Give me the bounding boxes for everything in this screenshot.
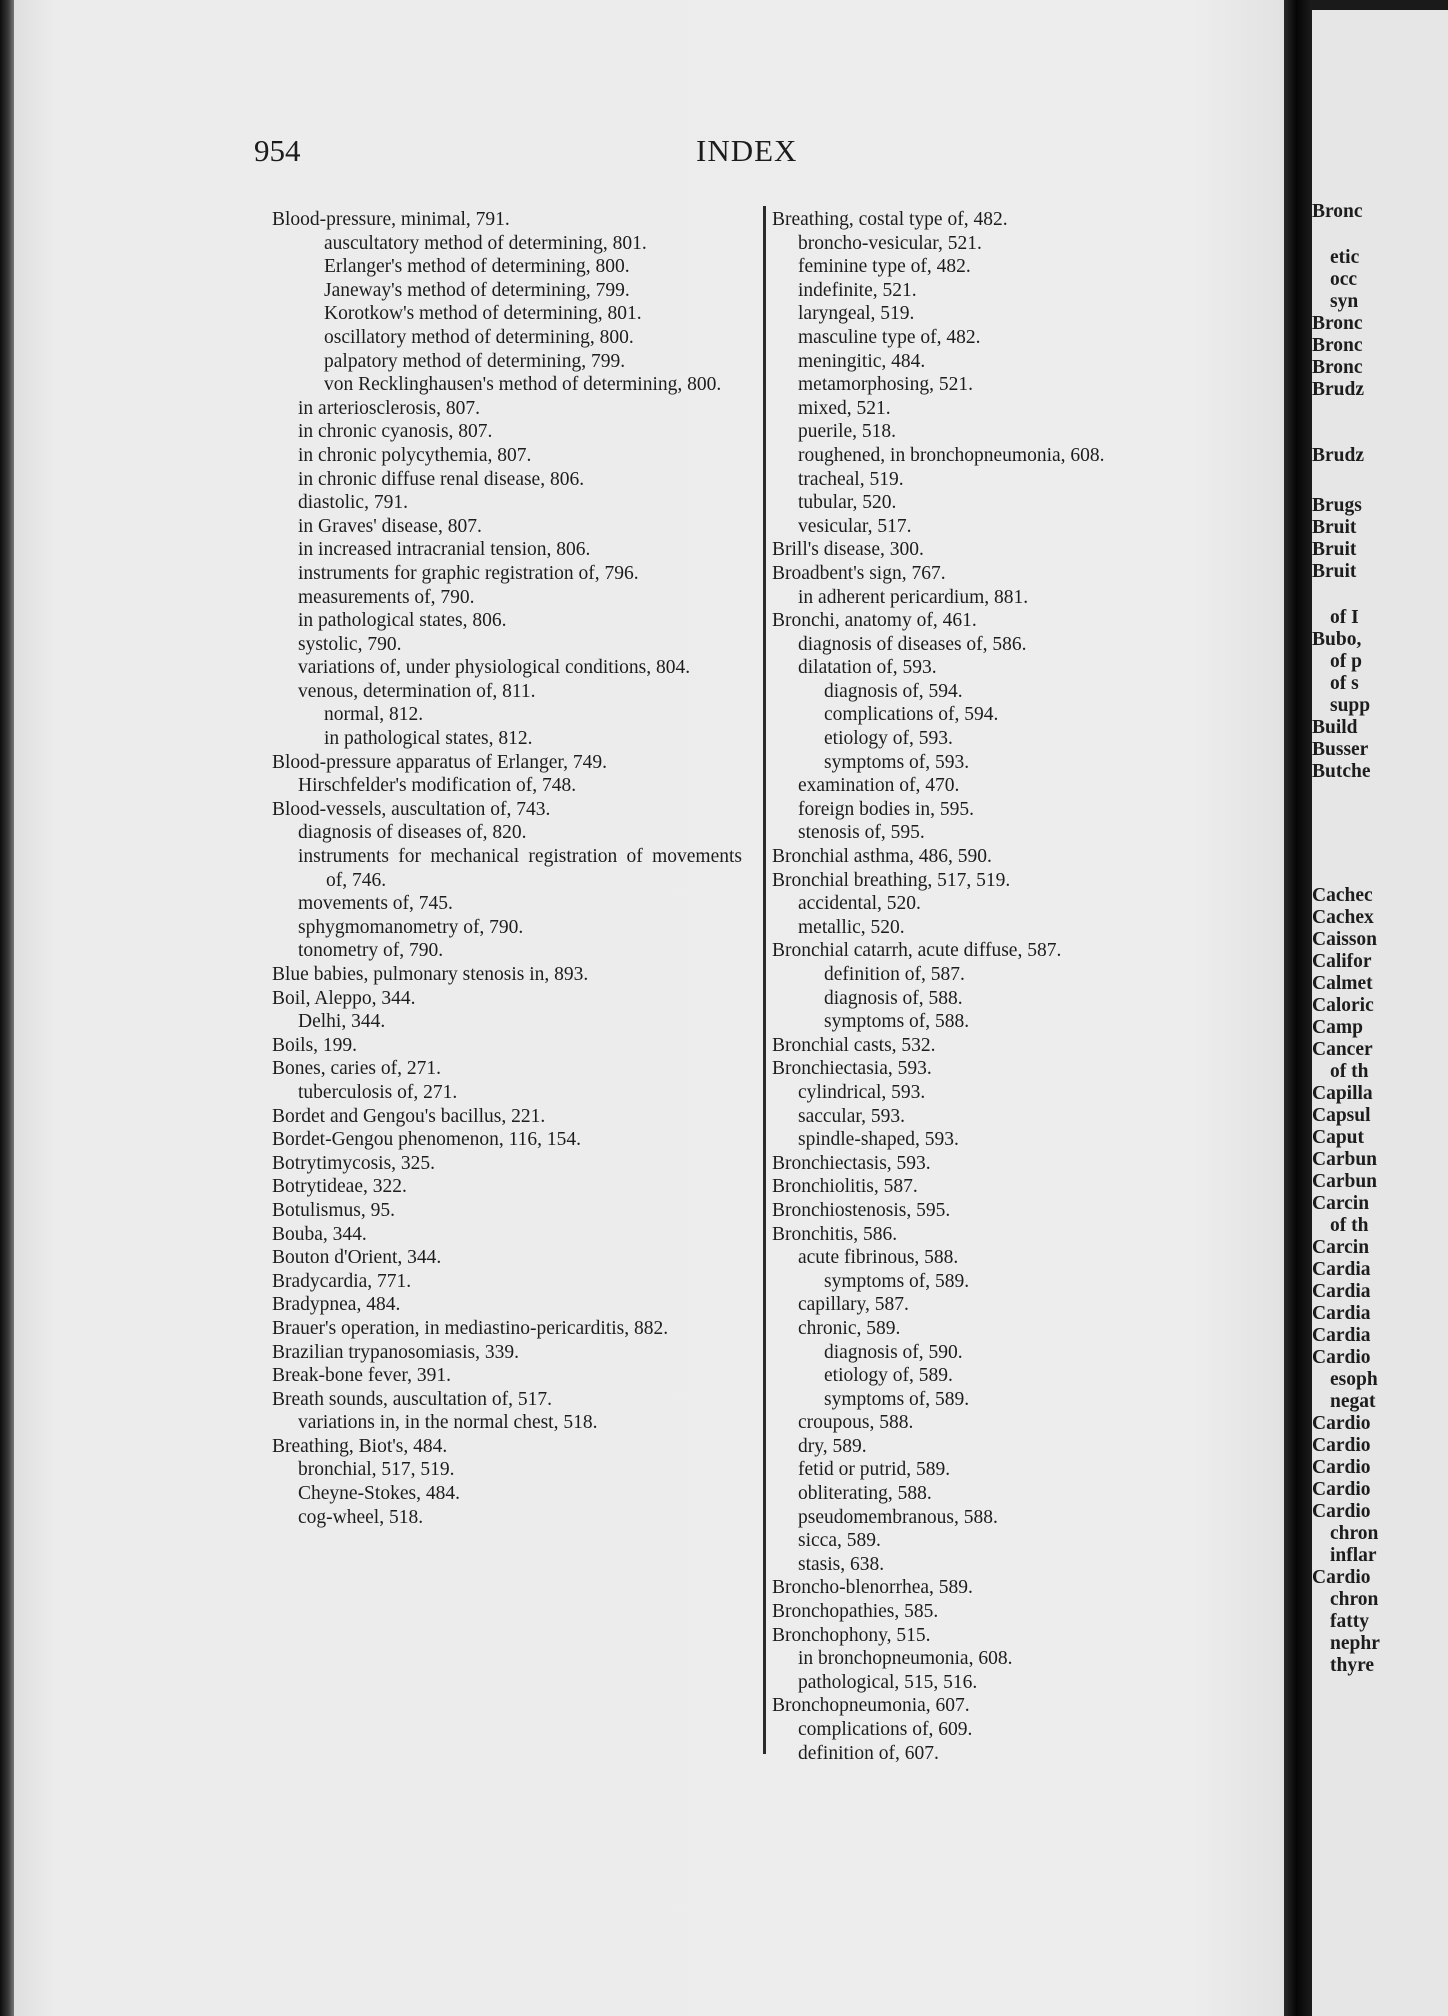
index-entry: Brauer's operation, in mediastino-pericarditis, 882. — [272, 1317, 669, 1339]
index-entry: variations of, under physiological conditions, 804. — [298, 657, 691, 679]
index-entry: instruments for mechanical registration of movements of, 746. — [298, 846, 742, 891]
index-entry: Breathing, Biot's, 484. — [272, 1435, 448, 1457]
facing-page-fragment: chron — [1330, 1589, 1379, 1610]
index-entry: Breath sounds, auscultation of, 517. — [272, 1388, 552, 1410]
index-column-right — [772, 208, 1292, 1765]
facing-page-fragment: fatty — [1330, 1611, 1369, 1632]
index-entry: Blood-pressure, minimal, 791. — [272, 209, 510, 230]
index-entry: Bradypnea, 484. — [272, 1294, 401, 1316]
facing-page-fragment: Bruit — [1312, 517, 1357, 538]
index-entry: measurements of, 790. — [298, 586, 475, 608]
index-entry: metamorphosing, 521. — [798, 374, 973, 396]
index-entry: Cheyne-Stokes, 484. — [298, 1483, 460, 1505]
index-entry: saccular, 593. — [798, 1105, 905, 1127]
index-entry: Bronchi, anatomy of, 461. — [772, 610, 977, 632]
index-entry: vesicular, 517. — [798, 515, 912, 537]
index-entry: symptoms of, 593. — [824, 751, 970, 773]
index-entry: acute fibrinous, 588. — [798, 1247, 959, 1269]
index-entry: diagnosis of, 594. — [824, 680, 963, 702]
index-entry: in chronic cyanosis, 807. — [298, 421, 493, 443]
facing-page-fragment: Cardio — [1312, 1457, 1371, 1478]
index-page — [14, 0, 1284, 2016]
index-entry: symptoms of, 588. — [824, 1011, 970, 1033]
facing-page-fragment: Bronc — [1312, 313, 1363, 334]
index-entry: Bouton d'Orient, 344. — [272, 1247, 442, 1269]
facing-page-fragment: Brudz — [1312, 379, 1365, 400]
index-entry: diagnosis of diseases of, 820. — [298, 822, 527, 844]
index-entry: fetid or putrid, 589. — [798, 1459, 951, 1481]
index-entry: in pathological states, 806. — [298, 610, 507, 632]
facing-page-fragment: inflar — [1330, 1545, 1377, 1566]
index-entry: auscultatory method of determining, 801. — [324, 232, 647, 254]
index-entry: etiology of, 593. — [824, 728, 953, 750]
facing-page-fragment: Bronc — [1312, 201, 1363, 222]
facing-page-fragment: Calmet — [1312, 973, 1373, 994]
facing-page-fragment: Build — [1312, 717, 1358, 738]
facing-page-fragment: Cardio — [1312, 1501, 1371, 1522]
facing-page-fragment: Camp — [1312, 1017, 1363, 1038]
facing-page-fragment: Cardio — [1312, 1479, 1371, 1500]
index-entry: in chronic diffuse renal disease, 806. — [298, 468, 585, 490]
index-entry: Broncho-blenorrhea, 589. — [772, 1577, 973, 1599]
facing-page — [1312, 10, 1448, 2016]
facing-page-fragment: Butche — [1312, 761, 1371, 782]
index-entry: examination of, 470. — [798, 775, 960, 797]
index-entry: venous, determination of, 811. — [298, 680, 536, 702]
facing-page-fragment: etic — [1330, 247, 1360, 268]
index-entry: Bordet-Gengou phenomenon, 116, 154. — [272, 1129, 582, 1151]
facing-page-fragment: of p — [1330, 651, 1362, 672]
index-entry: instruments for graphic registration of, 796. — [298, 562, 639, 584]
index-entry: in chronic polycythemia, 807. — [298, 444, 532, 466]
index-entry: chronic, 589. — [798, 1317, 901, 1339]
index-entry: diastolic, 791. — [298, 492, 408, 514]
index-entry: diagnosis of, 590. — [824, 1341, 963, 1363]
facing-page-fragment: negat — [1330, 1391, 1376, 1412]
facing-page-fragment: Carbun — [1312, 1149, 1378, 1170]
index-entry: feminine type of, 482. — [798, 256, 971, 278]
index-entry: Botulismus, 95. — [272, 1199, 395, 1221]
index-entry: Boil, Aleppo, 344. — [272, 987, 416, 1009]
running-title: INDEX — [696, 133, 798, 168]
index-entry: sicca, 589. — [798, 1530, 881, 1552]
index-entry: broncho-vesicular, 521. — [798, 232, 982, 254]
index-entry: masculine type of, 482. — [798, 326, 981, 348]
index-entry: mixed, 521. — [798, 397, 891, 419]
index-entry: Blue babies, pulmonary stenosis in, 893. — [272, 964, 589, 985]
index-entry: Brill's disease, 300. — [772, 539, 924, 561]
facing-page-fragment: of th — [1330, 1061, 1369, 1082]
facing-page-fragment: Cardia — [1312, 1281, 1371, 1302]
index-column-left — [272, 208, 742, 1529]
index-entry: croupous, 588. — [798, 1412, 914, 1434]
index-entry: Bronchiostenosis, 595. — [772, 1199, 951, 1221]
index-entry: bronchial, 517, 519. — [298, 1459, 455, 1481]
facing-page-fragment: supp — [1330, 695, 1371, 716]
index-entry: roughened, in bronchopneumonia, 608. — [798, 444, 1105, 466]
index-entry: Bronchophony, 515. — [772, 1624, 931, 1646]
index-entry: Hirschfelder's modification of, 748. — [298, 775, 577, 797]
index-entry: definition of, 607. — [798, 1742, 939, 1764]
facing-page-fragment: of th — [1330, 1215, 1369, 1236]
book-edge-left — [0, 0, 14, 2016]
index-entry: Bronchial asthma, 486, 590. — [772, 846, 992, 868]
index-entry: Delhi, 344. — [298, 1011, 386, 1033]
index-entry: oscillatory method of determining, 800. — [324, 326, 634, 348]
facing-page-fragment: Caloric — [1312, 995, 1374, 1016]
index-entry: Broadbent's sign, 767. — [772, 562, 946, 584]
index-entry: tracheal, 519. — [798, 468, 904, 490]
index-entry: Break-bone fever, 391. — [272, 1365, 451, 1387]
facing-page-fragment: Cachec — [1312, 885, 1373, 906]
index-entry: Bronchiolitis, 587. — [772, 1176, 918, 1198]
index-entry: Korotkow's method of determining, 801. — [324, 303, 642, 325]
facing-page-fragment: Cardio — [1312, 1567, 1371, 1588]
facing-page-fragment: syn — [1330, 291, 1359, 312]
facing-page-fragment: Cardia — [1312, 1303, 1371, 1324]
index-entry: Bouba, 344. — [272, 1223, 367, 1245]
index-entry: Janeway's method of determining, 799. — [324, 279, 630, 301]
index-entry: Bronchial casts, 532. — [772, 1034, 936, 1056]
facing-page-fragment: Cachex — [1312, 907, 1374, 928]
index-entry: Botrytideae, 322. — [272, 1176, 407, 1198]
index-entry: accidental, 520. — [798, 893, 921, 915]
index-entry: Erlanger's method of determining, 800. — [324, 256, 630, 278]
page-number: 954 — [254, 133, 301, 168]
index-entry: Bronchopathies, 585. — [772, 1601, 939, 1623]
facing-page-fragment: Cardia — [1312, 1259, 1371, 1280]
index-entry: Bronchiectasis, 593. — [772, 1152, 931, 1174]
index-entry: symptoms of, 589. — [824, 1270, 970, 1292]
facing-page-fragment: Busser — [1312, 739, 1369, 760]
facing-page-fragment: Carcin — [1312, 1237, 1370, 1258]
index-entry: tuberculosis of, 271. — [298, 1081, 458, 1103]
index-entry: in increased intracranial tension, 806. — [298, 539, 591, 561]
index-entry: complications of, 594. — [824, 704, 999, 726]
index-entry: Bones, caries of, 271. — [272, 1058, 441, 1080]
index-entry: foreign bodies in, 595. — [798, 798, 975, 820]
facing-page-fragment: Carcin — [1312, 1193, 1370, 1214]
index-entry: obliterating, 588. — [798, 1483, 932, 1505]
index-entry: Bradycardia, 771. — [272, 1270, 412, 1292]
index-entry: definition of, 587. — [824, 964, 965, 985]
facing-page-fragment: Bronc — [1312, 357, 1363, 378]
index-entry: pathological, 515, 516. — [798, 1671, 978, 1693]
index-entry: cog-wheel, 518. — [298, 1506, 424, 1528]
index-entry: dilatation of, 593. — [798, 657, 937, 679]
index-entry: in bronchopneumonia, 608. — [798, 1648, 1013, 1670]
index-entry: Bronchopneumonia, 607. — [772, 1695, 970, 1717]
facing-page-fragment: Cardio — [1312, 1413, 1371, 1434]
index-entry: in adherent pericardium, 881. — [798, 586, 1029, 608]
index-entry: Boils, 199. — [272, 1034, 358, 1056]
index-entry: laryngeal, 519. — [798, 303, 915, 325]
index-entry: tubular, 520. — [798, 492, 897, 514]
index-entry: puerile, 518. — [798, 421, 897, 443]
index-entry: variations in, in the normal chest, 518. — [298, 1412, 598, 1434]
facing-page-fragment: Cardio — [1312, 1347, 1371, 1368]
index-entry: movements of, 745. — [298, 893, 453, 915]
index-entry: sphygmomanometry of, 790. — [298, 916, 524, 938]
facing-page-fragment: esoph — [1330, 1369, 1378, 1390]
facing-page-fragment: nephr — [1330, 1633, 1380, 1654]
facing-page-fragment: Brudz — [1312, 445, 1365, 466]
facing-page-fragment: Califor — [1312, 951, 1372, 972]
index-entry: diagnosis of diseases of, 586. — [798, 633, 1027, 655]
index-entry: diagnosis of, 588. — [824, 987, 963, 1009]
facing-page-fragment: Bubo, — [1312, 629, 1362, 650]
index-entry: Bronchial breathing, 517, 519. — [772, 869, 1011, 891]
facing-page-fragment: Bruit — [1312, 561, 1357, 582]
index-entry: in Graves' disease, 807. — [298, 515, 482, 537]
index-entry: symptoms of, 589. — [824, 1388, 970, 1410]
facing-page-fragment: Cancer — [1312, 1039, 1373, 1060]
facing-page-fragment: Caput — [1312, 1127, 1365, 1148]
index-entry: stenosis of, 595. — [798, 822, 925, 844]
index-entry: spindle-shaped, 593. — [798, 1129, 959, 1151]
index-entry: in arteriosclerosis, 807. — [298, 397, 480, 419]
facing-page-fragment: occ — [1330, 269, 1358, 290]
index-entry: Botrytimycosis, 325. — [272, 1152, 436, 1174]
index-entry: pseudomembranous, 588. — [798, 1506, 998, 1528]
index-entry: cylindrical, 593. — [798, 1081, 926, 1103]
facing-page-fragment: of I — [1330, 607, 1359, 628]
facing-page-fragment: of s — [1330, 673, 1359, 694]
facing-page-fragment: Capilla — [1312, 1083, 1373, 1104]
facing-page-fragment: Caisson — [1312, 929, 1378, 950]
index-entry: Breathing, costal type of, 482. — [772, 209, 1008, 230]
index-entry: Blood-vessels, auscultation of, 743. — [272, 798, 551, 820]
index-entry: capillary, 587. — [798, 1294, 909, 1316]
index-entry: Blood-pressure apparatus of Erlanger, 749. — [272, 751, 607, 773]
index-entry: metallic, 520. — [798, 916, 905, 938]
index-entry: tonometry of, 790. — [298, 940, 444, 962]
index-entry: in pathological states, 812. — [324, 728, 533, 750]
index-entry: Bronchial catarrh, acute diffuse, 587. — [772, 940, 1062, 962]
facing-page-fragment: Bronc — [1312, 335, 1363, 356]
index-entry: etiology of, 589. — [824, 1365, 953, 1387]
index-entry: meningitic, 484. — [798, 350, 926, 372]
index-entry: Bordet and Gengou's bacillus, 221. — [272, 1105, 546, 1127]
index-entry: indefinite, 521. — [798, 279, 917, 301]
facing-page-fragment: Capsul — [1312, 1105, 1371, 1126]
index-entry: Bronchitis, 586. — [772, 1223, 898, 1245]
index-entry: stasis, 638. — [798, 1553, 885, 1575]
facing-page-fragment: Cardia — [1312, 1325, 1371, 1346]
index-entry: Bronchiectasia, 593. — [772, 1058, 932, 1080]
facing-page-fragment: chron — [1330, 1523, 1379, 1544]
index-entry: complications of, 609. — [798, 1719, 973, 1740]
facing-page-fragment: Bruit — [1312, 539, 1357, 560]
index-entry: normal, 812. — [324, 704, 424, 726]
facing-page-fragment: Cardio — [1312, 1435, 1371, 1456]
column-rule — [763, 206, 766, 1754]
index-entry: Brazilian trypanosomiasis, 339. — [272, 1341, 519, 1363]
index-entry: dry, 589. — [798, 1435, 867, 1457]
index-entry: von Recklinghausen's method of determining, 800. — [324, 374, 722, 396]
index-entry: palpatory method of determining, 799. — [324, 350, 626, 372]
index-entry: systolic, 790. — [298, 633, 402, 655]
facing-page-fragment: Brugs — [1312, 495, 1362, 516]
facing-page-fragment: Carbun — [1312, 1171, 1378, 1192]
facing-page-fragment: thyre — [1330, 1655, 1375, 1676]
book-gutter — [1284, 0, 1312, 2016]
